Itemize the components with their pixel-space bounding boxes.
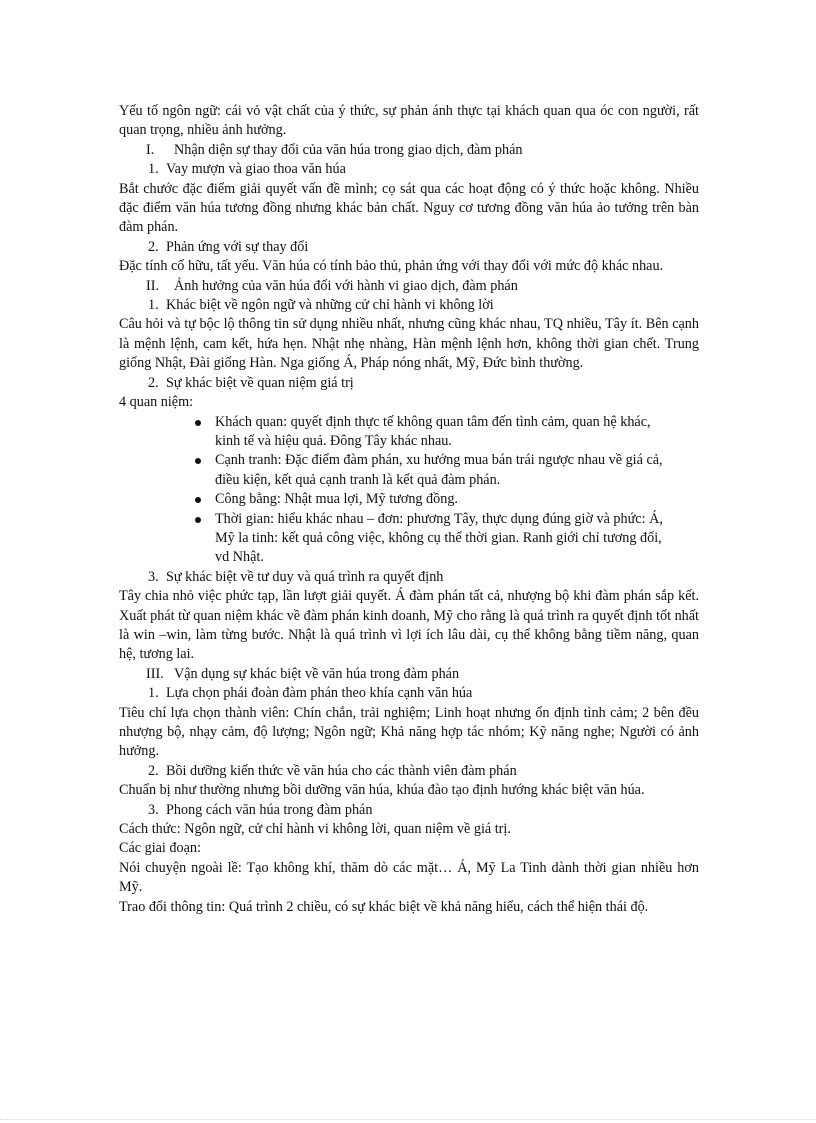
section-number: I. [146,141,155,158]
page-bottom-divider [0,1119,816,1120]
subsection-title: Sự khác biệt về tư duy và quá trình ra quyết định [166,568,444,585]
paragraph: Đặc tính cố hữu, tất yếu. Văn húa có tính bảo thủ, phản ứng với thay đổi với mức độ khác nhau. [119,258,664,275]
bullet-item: Thời gian: hiểu khác nhau – đơn: phương Tây, thực dụng đúng giờ và phức: Á, Mỹ la tinh: kết quả công việc, không cụ thể thời gian. Ranh giới chỉ tương đối, vd Nhật. [119,510,699,568]
subsection-title: Khác biệt về ngôn ngữ và những cử chỉ hành vi không lời [166,297,494,314]
bullet-item: Cạnh tranh: Đặc điểm đàm phán, xu hướng mua bán trái ngược nhau về giá cả, điều kiện, kết quả cạnh tranh là kết quả đàm phán. [119,451,699,490]
subsection-title: Bồi dưỡng kiến thức về văn húa cho các thành viên đàm phán [166,762,517,779]
bullet-item: Khách quan: quyết định thực tế không quan tâm đến tình cảm, quan hệ khác, kinh tế và hiệu quả. Đông Tây khác nhau. [119,413,699,452]
subsection-title: Vay mượn và giao thoa văn húa [166,161,346,178]
document-body [119,102,699,917]
bullet-item: Công bằng: Nhật mua lợi, Mỹ tương đồng. [119,490,699,509]
section-title: Vận dụng sự khác biệt về văn húa trong đàm phán [174,665,460,682]
section-title: Ảnh hưởng của văn húa đối với hành vi giao dịch, đàm phán [174,277,518,294]
subsection-heading [119,296,699,315]
subsection-heading [119,374,699,393]
paragraph: Các giai đoạn: [119,840,201,857]
subsection-number: 1. [148,685,159,702]
subsection-number: 3. [148,801,159,818]
paragraph: 4 quan niệm: [119,394,194,411]
section-number: II. [146,277,159,294]
paragraph: Trao đổi thông tin: Quá trình 2 chiều, có sự khác biệt về khả năng hiểu, cách thể hiện thái độ. [119,898,649,915]
paragraph: Chuẩn bị như thường nhưng bồi dưỡng văn húa, khúa đào tạo định hướng khác biệt văn húa. [119,782,645,799]
subsection-title: Sự khác biệt về quan niệm giá trị [166,374,354,391]
paragraph: Bắt chước đặc điểm giải quyết vấn đề mình; cọ sát qua các hoạt động có ý thức hoặc không. Nhiều đặc điểm văn húa tương đồng nhưng khác bản chất. Nguy cơ tương đồng văn húa ảo tưởng trên bàn đàm phán. [119,180,699,236]
subsection-number: 1. [148,297,159,314]
paragraph: Nói chuyện ngoài lề: Tạo không khí, thăm dò các mặt… Á, Mỹ La Tinh dành thời gian nhiều hơn Mỹ. [119,859,699,896]
subsection-title: Phản ứng với sự thay đổi [166,238,309,255]
section-heading-1 [119,141,699,160]
section-title: Nhận diện sự thay đổi của văn húa trong giao dịch, đàm phán [174,141,523,158]
subsection-heading [119,238,699,257]
subsection-heading [119,684,699,703]
section-number: III. [146,665,164,682]
paragraph: Tây chia nhỏ việc phức tạp, lần lượt giải quyết. Á đàm phán tất cả, nhượng bộ khi đàm phán sắp kết. Xuất phát từ quan niệm khác về đàm phán kinh doanh, Mỹ cho rằng là quá trình ra quyết định tốt nhất là win –win, làm từng bước. Nhật là quá trình vì lợi ích lâu dài, cụ thể không bằng tiềm năng, quan hệ, tương lai. [119,588,699,663]
subsection-number: 1. [148,161,159,178]
paragraph: Tiêu chí lựa chọn thành viên: Chín chắn, trải nghiệm; Linh hoạt nhưng ổn định tình cảm; 2 bên đều nhượng bộ, nhạy cảm, độ lượng; Ngôn ngữ; Khả năng hợp tác nhóm; Kỹ năng nghe; Người có ảnh hưởng. [119,704,699,760]
subsection-heading [119,160,699,179]
paragraph: Câu hỏi và tự bộc lộ thông tin sử dụng nhiều nhất, nhưng cũng khác nhau, TQ nhiều, Tây ít. Bên cạnh là mệnh lệnh, cam kết, hứa hẹn. Nhật nhẹ nhàng, Hàn mệnh lệnh hơn, không thời gian chết. Trung giống Nhật, Đài giống Hàn. Nga giống Á, Pháp nóng nhất, Mỹ, Đức bình thường. [119,316,699,372]
subsection-number: 2. [148,762,159,779]
subsection-heading [119,762,699,781]
subsection-number: 2. [148,374,159,391]
subsection-title: Lựa chọn phái đoàn đàm phán theo khía cạnh văn húa [166,685,473,702]
subsection-number: 3. [148,568,159,585]
paragraph: Cách thức: Ngôn ngữ, cử chỉ hành vi không lời, quan niệm về giá trị. [119,821,511,838]
section-heading-2 [119,277,699,296]
subsection-heading [119,801,699,820]
section-heading-3 [119,665,699,684]
subsection-title: Phong cách văn húa trong đàm phán [166,801,373,818]
subsection-heading [119,568,699,587]
bullet-list [119,413,699,568]
paragraph: Yếu tố ngôn ngữ: cái vỏ vật chất của ý thức, sự phản ánh thực tại khách quan qua óc con người, rất quan trọng, nhiều ảnh hưởng. [119,103,699,139]
subsection-number: 2. [148,238,159,255]
